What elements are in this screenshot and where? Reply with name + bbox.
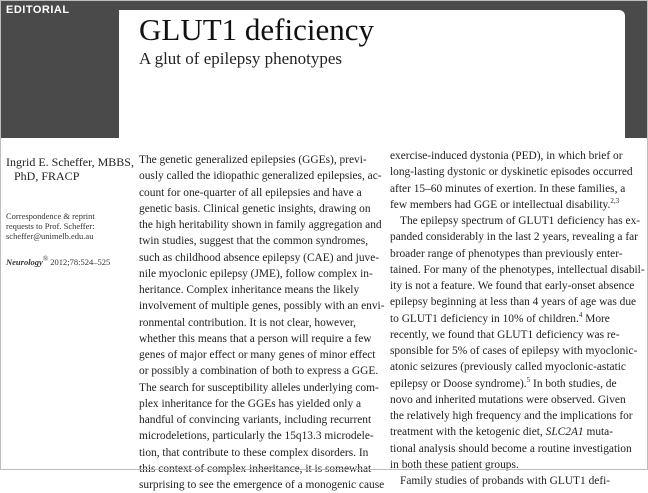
text-line: whether this means that a person will require a few (139, 332, 372, 345)
text-fragment: treatment with the ketogenic diet, (390, 426, 546, 439)
article-title: GLUT1 deficiency (139, 12, 374, 47)
text-line: Family studies of probands with GLUT1 defi- (400, 475, 611, 487)
text-line: tional analysis should become a routine investigation (390, 442, 632, 455)
correspondence-line: Correspondence & reprint (6, 211, 95, 221)
reference-superscript: 2,3 (610, 196, 620, 205)
gene-name: SLC2A1 (545, 426, 584, 439)
author-name: Ingrid E. Scheffer, MBBS, (6, 155, 134, 169)
citation-details: 2012;78:524–525 (48, 257, 111, 267)
text-line: The genetic generalized epilepsies (GGEs), previ- (139, 154, 367, 166)
text-line: The search for susceptibility alleles underlying com- (139, 381, 379, 394)
text-line: ronmental contribution. It is not clear, however, (139, 316, 357, 329)
registered-mark: ® (42, 255, 49, 264)
text-line: surprising to see the emergence of a monogenic cause (139, 479, 385, 491)
text-line: tion, that contribute to these complex disorders. In (139, 446, 369, 459)
text-line: genetic basis. Clinical genetic insights, drawing on (139, 202, 371, 215)
text-fragment: few members had GGE or intellectual disability. (390, 198, 611, 211)
text-line: such as childhood absence epilepsy (CAE) and juve- (139, 251, 380, 264)
correspondence-line: requests to Prof. Scheffer: (6, 221, 95, 231)
text-line: or possibly a combination of both to express a GGE. (139, 365, 379, 378)
text-line: in both these patient groups. (390, 458, 519, 471)
text-line: this context of complex inheritance, it is somewhat (139, 462, 372, 475)
text-line: heritance. Complex inheritance means the likely (139, 284, 360, 296)
text-line: the relatively high frequency and the implications for (390, 410, 633, 422)
text-line: nile myoclonic epilepsy (JME), follow complex in- (139, 267, 373, 280)
text-line: twin studies, suggest that the common syndromes, (139, 235, 369, 248)
text-line: genes of major effect or many genes of minor effect (139, 349, 376, 361)
text-line: broader range of phenotypes than previously enter- (390, 247, 623, 260)
text-line: handful of convincing variants, including recurrent (139, 414, 372, 426)
text-line: plex inheritance for the GGEs has yielded only a (139, 397, 362, 410)
reference-superscript: 5 (526, 375, 531, 384)
author-degrees: PhD, FRACP (14, 169, 80, 183)
text-line: long-lasting dystonic or dyskinetic episodes occurred (390, 166, 633, 179)
text-line: recently, we found that GLUT1 deficiency was re- (390, 328, 620, 341)
journal-name: Neurology (6, 257, 43, 267)
text-fragment: to GLUT1 deficiency in 10% of children. (390, 312, 579, 325)
text-line: the high heritability shown in family aggregation and (139, 219, 382, 231)
text-line: after 15–60 minutes of exertion. In these families, a (390, 182, 626, 195)
text-line: exercise-induced dystonia (PED), in which brief or (390, 150, 623, 162)
text-line: The epilepsy spectrum of GLUT1 deficiency has ex- (400, 215, 641, 227)
text-line: ity is not a feature. We found that early-onset absence (390, 280, 635, 292)
text-line: atonic seizures (previously called myoclonic-astatic (390, 361, 626, 374)
text-fragment: muta- (583, 426, 614, 439)
text-line: tained. For many of the phenotypes, intellectual disabil- (390, 263, 645, 276)
text-fragment: epilepsy or Doose syndrome). (390, 377, 527, 390)
section-tag: EDITORIAL (6, 4, 70, 16)
text-fragment: In both studies, de (530, 377, 617, 390)
correspondence-email[interactable]: scheffer@unimelb.edu.au (6, 231, 94, 241)
article-subtitle: A glut of epilepsy phenotypes (139, 49, 343, 68)
text-line: sponsible for 5% of cases of epilepsy with myoclonic- (390, 345, 638, 357)
text-line: involvement of multiple genes, possibly with an envi- (139, 300, 385, 313)
text-fragment: More (582, 312, 610, 325)
text-line: epilepsy beginning at less than 4 years of age was due (390, 296, 637, 309)
text-line: microdeletions, particularly the 15q13.3 microdele- (139, 430, 374, 443)
text-line: panded considerably in the last 2 years, revealing a far (390, 231, 638, 244)
text-line: count for one-quarter of all epilepsies and have a (139, 186, 362, 199)
text-line: novo and inherited mutations were observed. Given (390, 393, 626, 406)
text-line: ously called the idiopathic generalized epilepsies, ac- (139, 170, 382, 183)
reference-superscript: 4 (578, 310, 583, 319)
